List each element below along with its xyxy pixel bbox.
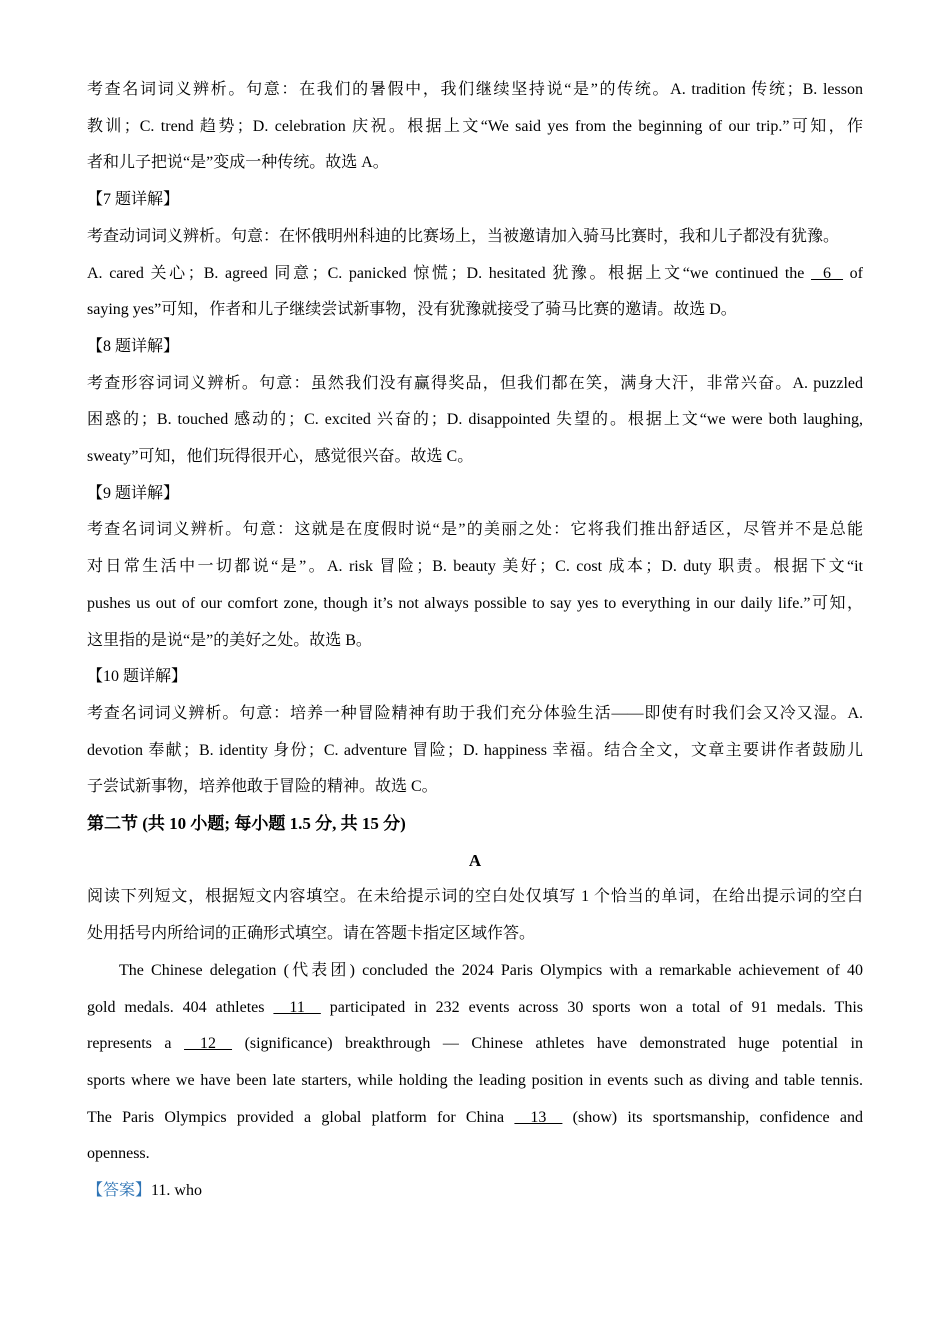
q7-explanation-line-3: saying yes”可知，作者和儿子继续尝试新事物，没有犹豫就接受了骑马比赛的邀请。故选 D。 [87,301,737,319]
passage-line3-before: represents a [87,1035,185,1053]
q10-heading: 【10 题详解】 [87,668,188,686]
q7-explanation-line-2 [87,256,863,293]
answer-line [87,1173,863,1210]
passage-line5-after: (show) its sportsmanship, confidence and [562,1108,864,1126]
q8-explanation-line-1: 考查形容词词义辨析。句意：虽然我们没有赢得奖品，但我们都在笑，满身大汗，非常兴奋。A. puzzled [87,374,863,392]
part-a-title: A [468,850,482,870]
passage-line-1: The Chinese delegation (代表团) concluded the 2024 Paris Olympics with a remarkable achievement of 40 [119,961,863,979]
instructions-line-1: 阅读下列短文，根据短文内容填空。在未给提示词的空白处仅填写 1 个恰当的单词，在给出提示词的空白 [87,888,863,906]
q7-heading: 【7 题详解】 [87,191,180,209]
blank-12: 12 [184,1035,233,1053]
section-2-title: 第二节 (共 10 小题; 每小题 1.5 分, 共 15 分) [87,814,406,834]
q10-explanation-line-3: 子尝试新事物，培养他敢于冒险的精神。故选 C。 [87,778,438,796]
q9-heading: 【9 题详解】 [87,484,180,502]
passage-line-5 [87,1100,863,1137]
q7-explanation-line-1: 考查动词词义辨析。句意：在怀俄明州科迪的比赛场上，当被邀请加入骑马比赛时，我和儿子都没有犹豫。 [87,227,840,245]
q7-line2-text-before: A. cared 关心；B. agreed 同意；C. panicked 惊慌；D. hesitated 犹豫。根据上文“we continued the [87,264,812,282]
q8-heading: 【8 题详解】 [87,337,180,355]
q9-explanation-line-3: pushes us out of our comfort zone, though it’s not always possible to say yes to everything in our daily life.”可知， [87,594,863,612]
q8-explanation-line-2: 困惑的；B. touched 感动的；C. excited 兴奋的；D. disappointed 失望的。根据上文“we were both laughing, [87,411,863,429]
blank-11: 11 [273,998,321,1016]
document-page [87,72,863,1210]
q6-explanation-line-2: 教训；C. trend 趋势；D. celebration 庆祝。根据上文“We said yes from the beginning of our trip.”可知，作 [87,117,863,135]
passage-line5-before: The Paris Olympics provided a global platform for China [87,1108,515,1126]
q7-line2-text-after: of [843,264,863,282]
answer-label: 【答案】 [87,1182,152,1200]
passage-line-4: sports where we have been late starters, while holding the leading position in events such as diving and table tennis. [87,1071,863,1089]
passage-line2-before: gold medals. 404 athletes [87,998,274,1016]
passage-line-2 [87,990,863,1027]
q9-explanation-line-2: 对日常生活中一切都说“是”。A. risk 冒险；B. beauty 美好；C. cost 成本；D. duty 职责。根据下文“it [87,558,863,576]
q6-explanation-line-1: 考查名词词义辨析。句意：在我们的暑假中，我们继续坚持说“是”的传统。A. tradition 传统；B. lesson [87,81,863,98]
passage-line2-after: participated in 232 events across 30 sports won a total of 91 medals. This [320,998,863,1016]
passage-line-3 [87,1026,863,1063]
q10-explanation-line-2: devotion 奉献；B. identity 身份；C. adventure 冒险；D. happiness 幸福。结合全文，文章主要讲作者鼓励儿 [87,741,863,759]
q6-explanation-line-3: 者和儿子把说“是”变成一种传统。故选 A。 [87,154,389,172]
q10-explanation-line-1: 考查名词词义辨析。句意：培养一种冒险精神有助于我们充分体验生活——即使有时我们会又冷又湿。A. [87,704,863,722]
q9-explanation-line-1: 考查名词词义辨析。句意：这就是在度假时说“是”的美丽之处：它将我们推出舒适区，尽管并不是总能 [87,521,863,539]
blank-13: 13 [514,1108,563,1126]
q7-blank-6: 6 [811,264,844,282]
passage-line3-after: (significance) breakthrough — Chinese athletes have demonstrated huge potential in [232,1035,863,1053]
passage-line-6: openness. [87,1145,150,1163]
q9-explanation-line-4: 这里指的是说“是”的美好之处。故选 B。 [87,631,372,649]
answer-text: 11. who [151,1182,202,1200]
instructions-line-2: 处用括号内所给词的正确形式填空。请在答题卡指定区域作答。 [87,925,536,943]
q8-explanation-line-3: sweaty”可知，他们玩得很开心，感觉很兴奋。故选 C。 [87,448,474,466]
